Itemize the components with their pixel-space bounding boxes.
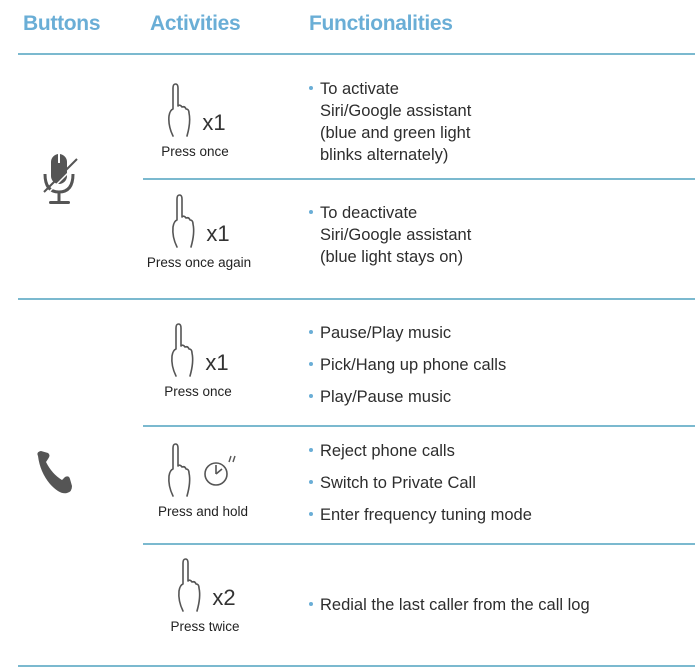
press-count: x1 <box>202 110 226 135</box>
row-divider <box>143 543 695 545</box>
timer-clock-icon <box>202 450 242 490</box>
functionality-cell <box>308 78 471 166</box>
finger-press-icon <box>164 82 196 138</box>
press-count: x1 <box>205 350 229 375</box>
function-item: Pause/Play music <box>308 322 506 344</box>
group-divider <box>18 298 695 300</box>
functionality-cell <box>308 440 532 536</box>
function-item: Play/Pause music <box>308 386 506 408</box>
column-header-functionalities: Functionalities <box>309 12 453 35</box>
activity-label: Press once <box>164 384 232 399</box>
activity-label: Press twice <box>170 619 240 634</box>
activity-press-once-again <box>140 193 258 270</box>
activity-label: Press and hold <box>157 504 249 519</box>
row-divider <box>143 178 695 180</box>
column-header-buttons: Buttons <box>23 12 101 35</box>
activity-label: Press once again <box>146 255 252 270</box>
microphone-muted-icon <box>40 150 80 215</box>
finger-press-icon <box>174 557 206 613</box>
functionality-cell <box>308 322 506 418</box>
press-count: x1 <box>206 221 230 246</box>
function-item: Enter frequency tuning mode <box>308 504 532 526</box>
activity-press-once <box>150 82 240 159</box>
activity-press-once <box>153 322 243 399</box>
finger-press-icon <box>167 322 199 378</box>
row-divider <box>143 425 695 427</box>
finger-press-icon <box>164 442 196 498</box>
bottom-divider <box>18 665 695 667</box>
function-item: Reject phone calls <box>308 440 532 462</box>
header-divider <box>18 53 695 55</box>
function-item: To deactivate Siri/Google assistant (blue light stays on) <box>308 202 471 268</box>
activity-press-and-hold <box>150 442 256 519</box>
function-item: Switch to Private Call <box>308 472 532 494</box>
phone-handset-icon <box>34 450 74 501</box>
functionality-cell <box>308 594 590 616</box>
activity-label: Press once <box>161 144 229 159</box>
press-count: x2 <box>212 585 236 610</box>
finger-press-icon <box>168 193 200 249</box>
column-header-activities: Activities <box>150 12 241 35</box>
function-item: Redial the last caller from the call log <box>308 594 590 616</box>
function-item: Pick/Hang up phone calls <box>308 354 506 376</box>
function-item: To activate Siri/Google assistant (blue and green light blinks alternately) <box>308 78 471 166</box>
activity-press-twice <box>160 557 250 634</box>
functionality-cell <box>308 202 471 268</box>
